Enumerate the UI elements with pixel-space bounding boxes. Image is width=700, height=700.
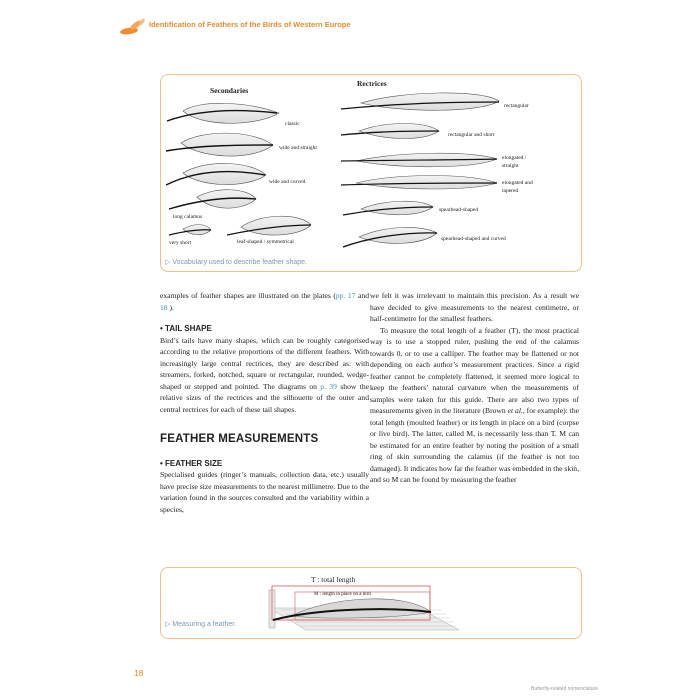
secondary-wide-curved-feather <box>166 163 266 185</box>
rectrix-label-spearhead-curved: spearhead-shaped and curved <box>441 236 506 242</box>
secondary-wide-straight-feather <box>166 133 273 156</box>
intro-text-and: and <box>355 291 369 300</box>
secondary-label-long-calamus: long calamus <box>173 214 203 220</box>
tail-shape-heading: • TAIL SHAPE <box>160 324 212 333</box>
secondary-label-very-short: very short <box>169 240 192 246</box>
et-al: et al. <box>507 406 523 415</box>
text-column-right <box>370 290 579 486</box>
running-header: Identification of Feathers of the Birds of Western Europe <box>149 20 351 29</box>
precision-paragraph: we felt it was irrelevant to maintain this precision. As a result we have decided to give measurements to the nearest centimetre, or half-centimetre for the smallest feathers. <box>370 291 579 323</box>
secondary-label-classic: classic <box>285 121 300 127</box>
feather-shapes-figure <box>160 74 582 272</box>
rectrix-rectangular-feather <box>341 93 499 110</box>
rectrix-spearhead-feather <box>343 201 433 215</box>
rectrix-label-spearhead: spearhead-shaped <box>439 207 479 213</box>
rectrix-label-rectangular: rectangular <box>504 103 529 109</box>
rectrix-elongated-straight-feather <box>341 153 497 167</box>
publisher-logo-icon <box>120 18 148 36</box>
figure1-caption: ▷ Vocabulary used to describe feather shape. <box>165 259 307 266</box>
secondary-label-wide-straight: wide and straight <box>279 145 317 151</box>
feather-size-paragraph: Specialised guides (ringer’s manuals, collection data, etc.) usually have precise size measurements to the nearest millimetre. Due to the variation found in the sources consulted and the variability within a species, <box>160 470 369 514</box>
secondary-label-leaf-shaped: leaf-shaped / symmetrical <box>237 239 294 245</box>
rectrix-label-elongated-tapered-2: tapered <box>502 188 519 194</box>
rectrix-label-elongated-straight-1: elongated / <box>502 155 527 161</box>
rectrix-label-rectangular-short: rectangular and short <box>448 132 495 138</box>
rectrix-label-elongated-tapered-1: elongated and <box>502 180 533 186</box>
secondary-leaf-shaped-feather <box>227 216 311 235</box>
tail-shape-paragraph <box>160 335 369 416</box>
intro-text: examples of feather shapes are illustrated on the plates ( <box>160 291 336 300</box>
feather-size-heading: • FEATHER SIZE <box>160 458 223 468</box>
secondary-label-wide-curved: wide and curved <box>269 179 306 185</box>
intro-paragraph <box>160 290 369 313</box>
secondary-very-short-feather <box>169 225 211 235</box>
rectrix-rectangular-short-feather <box>341 124 439 139</box>
page-ref-18[interactable]: 18 <box>160 302 168 312</box>
in-place-length-label: M : length in place on a bird <box>314 592 371 597</box>
secondaries-title: Secondaries <box>210 86 249 95</box>
measuring-feather-figure <box>160 567 582 639</box>
rectrices-title: Rectrices <box>357 79 387 88</box>
secondary-long-calamus-feather <box>169 190 256 209</box>
total-length-label: T : total length <box>311 575 356 584</box>
intro-text-end: ). <box>167 302 174 312</box>
tail-shape-text: Bird’s tails have many shapes, which can be roughly categorised according to the relative proportions of the different feathers. With increasingly large central rectrices, they are described as: with streamers, forked, notched, square or rectangular, rounded, wedge-shaped or stepped and pointed. The diagrams on <box>160 335 369 391</box>
page-ref-39[interactable]: p. 39 <box>320 381 337 391</box>
tail-shape-text-end: show the relative sizes of the rectrices and the silhouette of the outer and central rectrices for each of these tail shapes. <box>160 381 369 414</box>
page-ref-17[interactable]: pp. 17 <box>335 291 356 300</box>
figure2-caption: ▷ Measuring a feather. <box>165 621 237 628</box>
rectrix-elongated-tapered-feather <box>341 176 497 190</box>
measurement-text: To measure the total length of a feather (T), the most practical way is to use a stopped ruler, pushing the end of the calamus towards 0, or to use a calliper. The feather may be flattened or not depending on each author’s measurement practices. Since a rigid feather cannot be completely flattened, it seemed more logical to keep the feathers’ natural curvature when the measurements of samples were taken for this guide. There are also two types of measurements given in the literature (Brown <box>370 325 579 415</box>
section-heading: FEATHER MEASUREMENTS <box>160 433 319 445</box>
page-number: 18 <box>134 668 144 678</box>
measurement-paragraph <box>370 325 579 486</box>
measurement-text-end: , for example): the total length (moulted feather) or its length in place on a bird (corpse or live bird). The latter, called M, is necessarily less than T. M can be estimated for an entire feather by noting the position of a small ring of skin surrounding the calamus (if the feather is not too damaged). It indicates how far the feather was embedded in the skin, and so M can be found by measuring the feather <box>370 406 579 484</box>
rectrix-spearhead-curved-feather <box>343 227 437 247</box>
feather-shapes-diagram <box>161 75 581 271</box>
rectrix-label-elongated-straight-2: straight <box>502 163 519 169</box>
footer-text: Butterfly-related nomenclature <box>531 686 598 692</box>
text-column-left <box>160 290 369 515</box>
secondary-classic-feather <box>167 103 279 123</box>
